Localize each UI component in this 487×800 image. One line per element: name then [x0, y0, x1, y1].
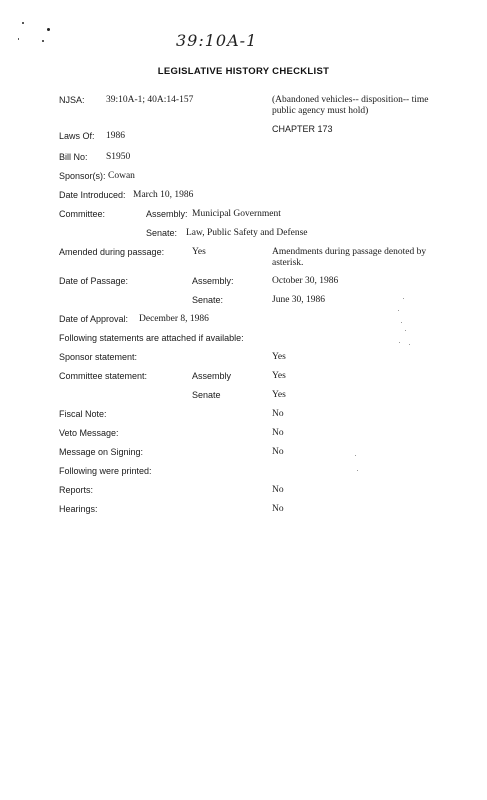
passage-assembly-value: October 30, 1986 — [272, 276, 339, 286]
committee-statement-assembly-value: Yes — [272, 371, 286, 381]
scan-speck — [398, 310, 399, 311]
committee-statement-senate-label: Senate — [192, 390, 221, 400]
committee-senate-value: Law, Public Safety and Defense — [186, 228, 308, 238]
date-of-approval-value: December 8, 1986 — [139, 314, 209, 324]
date-introduced-label: Date Introduced: — [59, 190, 126, 200]
njsa-value: 39:10A-1; 40A:14-157 — [106, 95, 194, 105]
veto-message-value: No — [272, 428, 284, 438]
passage-senate-value: June 30, 1986 — [272, 295, 326, 305]
passage-senate-label: Senate: — [192, 295, 224, 305]
scan-mark — [47, 28, 50, 31]
scan-speck — [355, 455, 356, 456]
page-title: LEGISLATIVE HISTORY CHECKLIST — [157, 66, 330, 77]
sponsor-statement-label: Sponsor statement: — [59, 352, 138, 362]
scan-speck — [405, 330, 406, 331]
fiscal-note-value: No — [272, 409, 284, 419]
message-on-signing-value: No — [272, 447, 284, 457]
committee-assembly-value: Municipal Government — [192, 209, 281, 219]
handwritten-statute-number: 39:10A-1 — [176, 31, 258, 50]
fiscal-note-label: Fiscal Note: — [59, 409, 107, 419]
sponsor-value: Cowan — [108, 171, 135, 181]
bill-no-label: Bill No: — [59, 152, 88, 162]
reports-label: Reports: — [59, 485, 94, 495]
hearings-label: Hearings: — [59, 504, 98, 514]
laws-of-label: Laws Of: — [59, 131, 95, 141]
scan-speck — [357, 470, 358, 471]
scan-speck — [399, 342, 400, 343]
reports-value: No — [272, 485, 284, 495]
scan-mark — [42, 40, 44, 42]
chapter-number: CHAPTER 173 — [272, 124, 333, 134]
scan-speck — [403, 298, 404, 299]
sponsor-statement-value: Yes — [272, 352, 286, 362]
committee-statement-senate-value: Yes — [272, 390, 286, 400]
njsa-label: NJSA: — [59, 95, 85, 105]
amended-note: Amendments during passage denoted by asterisk. — [272, 247, 427, 268]
bill-no-value: S1950 — [106, 152, 131, 162]
printed-heading: Following were printed: — [59, 466, 152, 476]
committee-label: Committee: — [59, 209, 106, 219]
scan-mark — [22, 22, 24, 24]
committee-statement-assembly-label: Assembly — [192, 371, 232, 381]
message-on-signing-label: Message on Signing: — [59, 447, 144, 457]
amended-label: Amended during passage: — [59, 247, 165, 257]
amended-value: Yes — [192, 247, 206, 257]
date-of-approval-label: Date of Approval: — [59, 314, 129, 324]
date-introduced-value: March 10, 1986 — [133, 190, 194, 200]
scan-mark — [18, 38, 19, 40]
committee-assembly-label: Assembly: — [146, 209, 188, 219]
scan-speck — [401, 322, 402, 323]
committee-statement-label: Committee statement: — [59, 371, 148, 381]
hearings-value: No — [272, 504, 284, 514]
veto-message-label: Veto Message: — [59, 428, 119, 438]
laws-of-value: 1986 — [106, 131, 125, 141]
scan-speck — [409, 344, 410, 345]
njsa-description: (Abandoned vehicles-- disposition-- time public agency must hold) — [272, 95, 429, 116]
passage-assembly-label: Assembly: — [192, 276, 234, 286]
sponsor-label: Sponsor(s): — [59, 171, 106, 181]
attached-statements-heading: Following statements are attached if available: — [59, 333, 244, 343]
committee-senate-label: Senate: — [146, 228, 178, 238]
date-of-passage-label: Date of Passage: — [59, 276, 129, 286]
